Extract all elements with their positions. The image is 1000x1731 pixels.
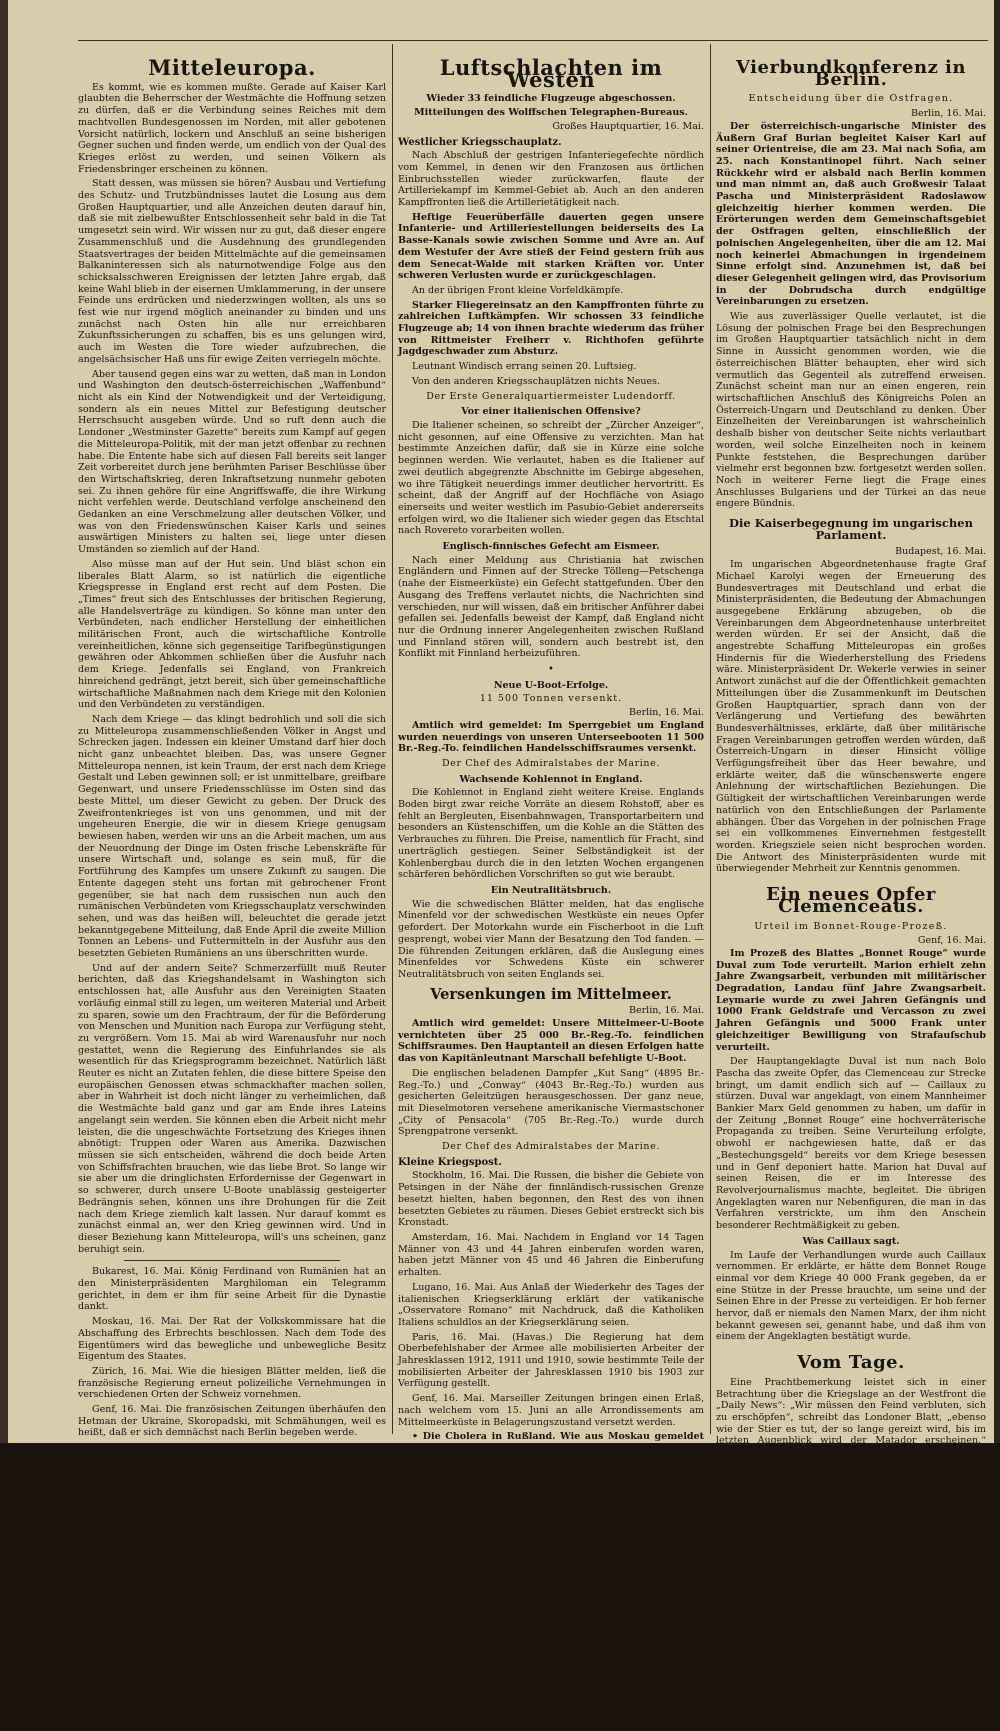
subheading-spaced: Urteil im Bonnet-Rouge-Prozeß. bbox=[754, 920, 948, 932]
article-paragraph: Im Prozeß des Blattes „Bonnet Rouge“ wurde Duval zum Tode verurteilt. Marion erhielt zehn Jahre Zwangsarbeit, verbunden mit militärischer Degradation, Landau fünf Jahre Zwangsarbeit. Leymarie wurde zu zwei Jahren Gefängnis und 1000 Frank Geldstrafe und Vercasson zu zwei Jahren Gefängnis und 5000 Frank unter gleichzeitiger Bewilligung von Strafaufschub verurteilt. bbox=[716, 947, 986, 1053]
subheading: Englisch-finnisches Gefecht am Eismeer. bbox=[442, 541, 660, 553]
article-paragraph: Starker Fliegereinsatz an den Kampffronten führte zu zahlreichen Luftkämpfen. Wir schossen 33 feindliche Flugzeuge ab; 14 von ihnen brachte wiederum das früher von Rittmeister Freiherr v. Richthofen geführte Jagdgeschwader zum Absturz. bbox=[398, 299, 704, 358]
article-paragraph: Leutnant Windisch errang seinen 20. Luftsieg. bbox=[412, 361, 637, 373]
subheading: Was Caillaux sagt. bbox=[802, 1235, 900, 1247]
news-brief: Stockholm, 16. Mai. Die Russen, die bisher die Gebiete von Petsingen in der Nähe der finnländisch-russischen Grenze besetzt hielten, haben begonnen, den Rest des von ihnen besetzten Gebietes zu räumen. Dieses Gebiet erstreckt sich bis Kronstadt. bbox=[398, 1170, 704, 1229]
article-paragraph: Es kommt, wie es kommen mußte. Gerade auf Kaiser Karl glaubten die Beherrscher der Westmächte die Hoffnung setzen zu dürfen, daß er die Verbindung seines Reiches mit dem machtvollen Bundesgenossen im Norden, mit aller gebotenen Vorsicht natürlich, lockern und Anschluß an seine bisherigen Gegner suchen und finden werde, um endlich von der Qual des Krieges erlöst zu werden, und seinen Völkern als Friedensbringer erscheinen zu können. bbox=[78, 81, 386, 175]
headline-mitteleuropa: Mitteleuropa. bbox=[148, 55, 316, 80]
signature: Der Erste Generalquartiermeister Ludendorff. bbox=[426, 390, 676, 402]
article-paragraph: Statt dessen, was müssen sie hören? Ausbau und Vertiefung des Schutz- und Trutzbündnisses lautet die Losung aus dem Großen Hauptquartier, und alle Anzeichen deuten darauf hin, daß sie mit zielbewußter Entschlossenheit sehr bald in die Tat umgesetzt sein wird. Wir wissen nur zu gut, daß dieser engere Zusammenschluß und die Ausdehnung des grundlegenden Staatsvertrages der beiden Mittelmächte auf die gemeinsamen Balkaninteressen sich als naturnotwendige Folge aus den schicksalsschweren Ereignissen der letzten Jahre ergab, daß keine Wahl blieb in der eisernen Umklammerung, in der unsere Feinde uns erdrücken und niederzwingen wollten, als uns so fest wie nur irgend möglich aneinander zu binden und uns zunächst nach Osten hin alle nur erreichbaren Zukunftssicherungen zu schaffen, bis es uns gelungen wird, auch im Westen die Tore wieder aufzubrechen, die angelsächsischer Haß uns für ewige Zeiten verriegeln möchte. bbox=[78, 178, 386, 365]
headline-luftschlachten: Luftschlachten im Westen bbox=[439, 55, 663, 92]
article-paragraph: Und auf der andern Seite? Schmerzerfüllt muß Reuter berichten, daß das Kriegshandelsamt in Washington sich entschlossen hat, alle Ausfuhr aus den Vereinigten Staaten vorläufig einmal still zu legen, um weiteren Material und Arbeit zu sparen, sowie um den Frachtraum, der für die Beförderung von Menschen und Munition nach Europa zur Verfügung steht, zu vergrößern. Vom 15. Mai ab wird Warenausfuhr nur noch gestattet, wenn die Regierung des Einfuhrlandes sie als wesentlich für das Kriegsprogramm bezeichnet. Natürlich läßt Reuter es nicht an Zutaten fehlen, die diese bittere Speise den europäischen Genossen etwas schmackhafter machen sollen, aber in Wahrheit ist doch nicht länger zu verheimlichen, daß die Westmächte bald ganz und gar am Ende ihres Lateins angelangt sein werden. Sie können eben die Arbeit nicht mehr leisten, die die ungeschwächte Fortsetzung des Krieges ihnen abnötigt: Truppen oder Waren aus Amerika. Dazwischen müssen sie sich entscheiden, während die doch beide Arten von Schiffsfrachten brauchen, wie das liebe Brot. So lange wir sie aber um die dringlichsten Erfordernisse der Gegenwart in so schwerer, durch unsere U-Boote unablässig gesteigerter Bedrängnis sehen, können uns ihre Drohungen für die Zeit nach dem Kriege ziemlich kalt lassen. Nur darauf kommt es zunächst einmal an, wer den Krieg gewinnen wird. Und in dieser Beziehung kann Mitteleuropa, will's uns scheinen, ganz beruhigt sein. bbox=[78, 962, 386, 1255]
news-brief: Genf, 16. Mai. Marseiller Zeitungen bringen einen Erlaß, nach welchem vom 15. Juni an alle Arrondissements am Mittelmeerküste in Belagerungszustand versetzt werden. bbox=[398, 1393, 704, 1428]
subheading-spaced: Entscheidung über die Ostfragen. bbox=[748, 93, 954, 105]
dateline: Genf, 16. Mai. bbox=[917, 935, 986, 947]
news-brief: Paris, 16. Mai. (Havas.) Die Regierung hat dem Oberbefehlshaber der Armee alle mobilisierten Arbeiter der Jahresklassen 1912, 1911 und 1910, sowie bestimmte Teile der mobilisierten Arbeiter der Jahresklassen 1910 bis 1903 zur Verfügung gestellt. bbox=[398, 1331, 704, 1390]
news-brief: Moskau, 16. Mai. Der Rat der Volkskommissare hat die Abschaffung des Erbrechts beschlossen. Nach dem Tode des Eigentümers wird das bewegliche und unbewegliche Besitz Eigentum des Staates. bbox=[78, 1316, 386, 1363]
article-paragraph: Wie aus zuverlässiger Quelle verlautet, ist die Lösung der polnischen Frage bei den Besprechungen im Großen Hauptquartier tatsächlich nicht in dem Sinne in Aussicht genommen worden, wie die österreichischen Blätter behaupten, eher wird sich vermutlich das Gegenteil als zutreffend erweisen. Zunächst scheint man nur an einen engeren, rein wirtschaftlichen Anschluß des Königreichs Polen an Österreich-Ungarn und Deutschland zu denken. Über Einzelheiten der Vereinbarungen ist wahrscheinlich deshalb bisher von deutscher Seite nichts verlautbart worden, weil solche Einzelheiten noch in keinem Punkte feststehen, die Besprechungen darüber vielmehr erst begonnen bzw. fortgesetzt werden sollen. Noch in weiterer Ferne liegt die Frage eines Anschlusses Bulgariens und der Türkei an das neue engere Bündnis. bbox=[716, 311, 986, 510]
top-rule bbox=[78, 40, 988, 41]
article-paragraph: Amtlich wird gemeldet: Im Sperrgebiet um England wurden neuerdings von unseren Unterseebooten 11 500 Br.-Reg.-To. feindlichen Handelsschiffsraumes versenkt. bbox=[398, 719, 704, 755]
article-paragraph: Heftige Feuerüberfälle dauerten gegen unsere Infanterie- und Artilleriestellungen beiderseits des La Basse-Kanals sowie zwischen Somme und Avre an. Auf dem Westufer der Avre stieß der Feind gestern früh aus dem Senecat-Walde mit starken Kräften vor. Unter schweren Verlusten wurde er zurückgeschlagen. bbox=[398, 211, 704, 282]
news-brief: • Die Cholera in Rußland. Wie aus Moskau gemeldet wird, ist jetzt auch in den Provinzen Astrachan und Pensa die Cholera ausgebrochen. bbox=[398, 1431, 704, 1466]
rubric: Kleine Kriegspost. bbox=[398, 1156, 502, 1168]
column-rule bbox=[710, 44, 711, 1434]
article-paragraph: Eine Prachtbemerkung leistet sich in einer Betrachtung über die Kriegslage an der Westfront die „Daily News“: „Wir müssen den Feind verbluten, sich zu erschöpfen“, schreibt das Londoner Blatt, „ebenso wie der Stier es tut, der so lange gereizt wird, bis im letzten Augenblick wird der Matador erscheinen.“ Unter dem Matador oder Torero ist so nennt man bekanntlich bei Stierkämpfen den Stiertöter — ist natürlich doch der Brite zu verstehen. Man erfährt also, daß er noch nicht für die Zukunft in der Rolle des Stieres dem Stier den Gnadenstoß zu verleihen. Wenn er noch kann, sogar, dürfte er früher ermatten als der Stier, es sei denn, der Fall bringen soll. Also: „Auf in den Kampf, Torero!“ bbox=[716, 1376, 986, 1540]
news-brief: Amsterdam, 16. Mai. Nachdem in England vor 14 Tagen Männer von 43 und 44 Jahren einberufen worden waren, haben jetzt Männer von 45 und 46 Jahren die Einberufung erhalten. bbox=[398, 1231, 704, 1279]
article-paragraph: Nach Abschluß der gestrigen Infanteriegefechte nördlich vom Kemmel, in denen wir den Franzosen aus örtlichen Einbruchsstellen wieder zurückwarfen, flaute der Artilleriekampf im Kemmel-Gebiet ab. Auch an den anderen Kampffronten ließ die Artillerietätigkeit nach. bbox=[398, 150, 704, 209]
article-paragraph: Der Hauptangeklagte Duval ist nun nach Bolo Pascha das zweite Opfer, das Clemenceau zur Strecke bringt, um damit endlich sich auf — Caillaux zu stürzen. Duval war angeklagt, von einem Mannheimer Bankier Marx Geld genommen zu haben, um dafür in der Zeitung „Bonnet Rouge“ eine hochverräterische Propaganda zu treiben. Seine Verurteilung erfolgte, obwohl er nachgewiesen hatte, daß er das „Bestechungsgeld“ bereits vor dem Kriege besessen und in Genf deponiert hatte. Marion hat Duval auf seinen Reisen, die er im Interesse des Revolverjournalismus machte, begleitet. Die übrigen Angeklagten waren nur Nebenfiguren, die man in das Verfahren verstrickte, um ihm den Anschein besonderer Rechtmäßigkeit zu geben. bbox=[716, 1056, 986, 1232]
headline-vom-tage: Vom Tage. bbox=[797, 1352, 905, 1374]
subheading-spaced: 11 500 Tonnen versenkt. bbox=[479, 693, 623, 705]
article-paragraph: Nach einer Meldung aus Christiania hat zwischen Engländern und Finnen auf der Strecke Tölleng—Petschenga (nahe der Eismeerküste) ein Gefecht stattgefunden. Über den Ausgang des Treffens verlautet nichts, die Nachrichten sind verschieden, nur will wissen, daß ein britischer Anführer dabei gefallen sei. Jedenfalls beweist der Kampf, daß England nicht nur die Ordnung innerer Angelegenheiten zwischen Rußland und Finnland stören will, sondern auch bestrebt ist, den Konflikt mit Finnland herbeizuführen. bbox=[398, 554, 704, 660]
news-brief: Lugano, 16. Mai. Aus Anlaß der Wiederkehr des Tages der italienischen Kriegserklärung erklärt der vatikanische „Osservatore Romano“ mit Nachdruck, daß die Katholiken Italiens schuldlos an der Kriegserklärung seien. bbox=[398, 1281, 704, 1328]
article-paragraph: Also müsse man auf der Hut sein. Und bläst schon ein liberales Blatt Alarm, so ist natürlich die eigentliche Kriegspresse in England erst recht auf dem Posten. Die „Times“ freut sich des Entschlusses der britischen Regierung, alle Handelsverträge zu kündigen. So könne man unter den Verbündeten, nach endlicher Herstellung der einheitlichen militärischen Front, auch die wirtschaftliche Kontrolle vereinheitlichen, könne sich gegenseitige Tarifbegünstigungen gewähren oder Abkommen schließen über die Ausfuhr nach dem Kriege. Jedenfalls sei England, von Frankreich hinreichend gedrängt, jetzt bereit, sich über gemeinschaftliche wirtschaftliche Maßnahmen nach dem Kriege mit den Kolonien und den Verbündeten zu verständigen. bbox=[78, 558, 386, 711]
article-paragraph: Die englischen beladenen Dampfer „Kut Sang“ (4895 Br.-Reg.-To.) und „Conway“ (4043 Br.-Reg.-To.) wurden aus gesicherten Geleitzügen herausgeschossen. Der ganz neue, mit Dieselmotoren versehene amerikanische Viermastschoner „City of Pensacola“ (705 Br.-Reg.-To.) wurde durch Sprengpatrone versenkt. bbox=[398, 1067, 704, 1138]
column-rule bbox=[392, 44, 393, 1434]
subheading: Ein Neutralitätsbruch. bbox=[490, 885, 612, 896]
deck: Wieder 33 feindliche Flugzeuge abgeschossen. bbox=[426, 93, 676, 105]
news-brief: Bukarest, 16. Mai. König Ferdinand von Rumänien hat an den Ministerpräsidenten Marghiloman ein Telegramm gerichtet, in dem er ihm für seine Arbeit für die Dynastie dankt. bbox=[78, 1266, 386, 1313]
news-brief: Genf, 16. Mai. Die französischen Zeitungen überhäufen den Hetman der Ukraine, Skoropadski, mit Schmähungen, weil es heißt, daß er sich demnächst nach Berlin begeben werde. bbox=[78, 1404, 386, 1439]
article-paragraph: Amtlich wird gemeldet: Unsere Mittelmeer-U-Boote vernichteten über 25 000 Br.-Reg.-To. feindlichen Schiffsraumes. Den Hauptanteil an diesen Erfolgen hatte das von Kapitänleutnant Marschall befehligte U-Boot. bbox=[398, 1018, 704, 1065]
dateline: Großes Hauptquartier, 16. Mai. bbox=[552, 120, 704, 132]
article-paragraph: Im ungarischen Abgeordnetenhause fragte Graf Michael Karolyi wegen der Erneuerung des Bundesvertrages mit Deutschland und erbat die Ministerpräsidenten, die Bedeutung der Abmachungen ausgegebene Erklärung abzugeben, ob die Vereinbarungen dem Abgeordnetenhause unterbreitet werden würden. Er sei der Ansicht, daß die angestrebte Schaffung Mitteleuropas ein großes Hindernis für die Wiederherstellung des Friedens wäre. Ministerpräsident Dr. Wekerle verwies in seiner Antwort zunächst auf die der Öffentlichkeit gemachten Mitteilungen über die Zusammenkunft im Deutschen Großen Hauptquartier, sprach dann von der Verlängerung und Vertiefung des bewährten Bundesverhältnisses, erklärte, daß über militärische Fragen Vereinbarungen getroffen werden würden, daß Österreich-Ungarn in dieser Hinsicht völlige Verfügungsfreiheit über das Heer bewahre, und erklärte weiter, daß die wünschenswerte engere Anlehnung der wirtschaftlichen Beziehungen. Die Gültigkeit der wirtschaftlichen Vereinbarungen werde natürlich von den Entschließungen der Parlamente abhängen. Über das Vorgehen in der polnischen Frage sei ein vollkommenes Einvernehmen festgestellt worden. Kriegsziele seien nicht besprochen worden. Die Antwort des Ministerpräsidenten wurde mit überwiegender Mehrheit zur Kenntnis genommen. bbox=[716, 559, 986, 875]
article-paragraph: An der übrigen Front kleine Vorfeldkämpfe. bbox=[412, 284, 624, 296]
article-paragraph: Nach dem Kriege — das klingt bedrohlich und soll die sich zu Mitteleuropa zusammenschließenden Völker in Angst und Schrecken jagen. Indessen ein kleiner Umstand darf hier doch nicht ganz unbeachtet bleiben. Das, was unsere Gegner Mitteleuropa nennen, ist kein Traum, der erst nach dem Kriege Gestalt und Leben gewinnen soll; er ist unmittelbare, greifbare Gegenwart, und unsere Friedensschlüsse im Osten sind das beste Mittel, um dieser Gewicht zu geben. Der Druck des Zweifrontenkrieges ist von uns genommen, und mit der ungeheuren Energie, die wir in diesem Kriege genugsam bewiesen haben, werden wir uns an die Arbeit machen, um aus der Neuordnung der Dinge im Osten frische Lebenskräfte für unsere Wirtschaft und, solange es sein muß, für die Fortführung des Kampfes um unsere Zukunft zu saugen. Die Entente dagegen steht uns fortan mit gebrochener Front gegenüber, sie hat nach dem russischen nun auch den rumänischen Verbündeten vom Kriegsschauplatz verschwinden sehen, und was das heißen will, beleuchtet die gerade jetzt bekanntgegebene Mitteilung, daß Ende April die zweite Million Tonnen an Lebens- und Futtermitteln in der Ausfuhr aus den besetzten Gebieten Rumäniens an uns überschritten wurde. bbox=[78, 713, 386, 960]
separator bbox=[124, 1260, 340, 1261]
headline-vierbundkonferenz: Vierbundkonferenz in Berlin. bbox=[736, 57, 966, 90]
signature: Der Chef des Admiralstabes der Marine. bbox=[442, 757, 660, 769]
article-paragraph: Von den anderen Kriegsschauplätzen nichts Neues. bbox=[412, 375, 661, 387]
column-vierbund bbox=[716, 48, 986, 1731]
dateline: Berlin, 16. Mai. bbox=[629, 1005, 704, 1017]
page-right-edge bbox=[994, 0, 1000, 1443]
news-brief: Zürich, 16. Mai. Wie die hiesigen Blätter melden, ließ die französische Regierung erneut polizeiliche Vernehmungen in verschiedenen Orten der Schweiz vornehmen. bbox=[78, 1365, 386, 1401]
subheading: Wachsende Kohlennot in England. bbox=[459, 773, 643, 785]
column-luftschlachten bbox=[398, 48, 704, 1466]
article-paragraph: Die kindliche Freude der Amerikaner an Zahlenspielereien spiegelt sich täglich in den Meldungen, die nach Europa kabeln. Einmal wird berichtet, daß bei der amerikanischen Regierung 20 000 Vorschläge und Pläne, die auf den Bau von Luftschiffen Bezug hätten, eingegangen seien. Dann wird wieder berichtet, daß bei den amerikanischen Regierungen Werften bereits die erste Million Tonnen Schiffsraum in Gestalt von 159 Schiffen abgeliefert worden sei. Dann wieder wird plötzlich vermerkt, daß die „Newyork World“ behauptet, daß der Arbeiter großer Schiffswerften, die innerhalb einer Stunde gepreßt habe — und so weiter ins Unendliche fort. Wenn man als sie schönen Hoffnungen und Ankündigungen der Gerechtigkeit drücken sich nicht auch bloß als Nieten erweisen! bbox=[716, 1543, 986, 1731]
headline-clemenceau: Ein neues Opfer Clemenceaus. bbox=[766, 884, 936, 917]
headline-kaiserbegegnung: Die Kaiserbegegnung im ungarischen Parlament. bbox=[729, 516, 973, 542]
column-mitteleuropa bbox=[78, 48, 386, 1439]
article-paragraph: Aber tausend gegen eins war zu wetten, daß man in London und Washington den deutsch-österreichischen „Waffenbund“ nicht als ein Kind der Notwendigkeit und der Verteidigung, sondern als ein neues Mittel zur Befestigung deutscher Herrschsucht ausgeben würde. Und so ruft denn auch die Londoner „Westminster Gazette“ bereits zum Kampf auf gegen die Mitteleuropa-Politik, mit der man jetzt offenbar zu rechnen habe. Die Entente habe sich auf diesen Fall bereits seit langer Zeit vorbereitet durch jene berühmten Pariser Beschlüsse über den Wirtschaftskrieg, deren Inkraftsetzung nunmehr geboten sei. Zu ihnen gehöre für eine Angriffswaffe, die ihre Wirkung nicht verfehlen werde. Deutschland verfolge anscheinend den Gedanken an eine Verschmelzung aller deutschen Völker, und was von den Friedenswünschen Kaiser Karls und seines auswärtigen Ministers zu halten sei, liege unter diesen Umständen so ziemlich auf der Hand. bbox=[78, 368, 386, 556]
rubric: Westlicher Kriegsschauplatz. bbox=[398, 136, 562, 148]
article-paragraph: Die Italiener scheinen, so schreibt der „Zürcher Anzeiger“, nicht gesonnen, auf eine Offensive zu verzichten. Man hat bestimmte Anzeichen dafür, daß sie in Kürze eine solche beginnen werden. Wie verlautet, haben es die Italiener auf zwei deutlich abgegrenzte Abschnitte im Gebirge abgesehen, wo ihre Tätigkeit neuerdings immer deutlicher hervortritt. Es scheint, daß der Angriff auf der Hochfläche von Asiago einerseits und weiter westlich im Pasubio-Gebiet andererseits erfolgen wird, wo die Italiener sich wieder gegen das Etschtal nach Rovereto vorarbeiten wollen. bbox=[398, 419, 704, 537]
subheading: Vor einer italienischen Offensive? bbox=[461, 406, 641, 418]
subheading: Neue U-Boot-Erfolge. bbox=[493, 679, 609, 691]
signature: Der Chef des Admiralstabes der Marine. bbox=[442, 1141, 660, 1153]
star-ornament: • bbox=[548, 664, 554, 676]
article-paragraph: Im Laufe der Verhandlungen wurde auch Caillaux vernommen. Er erklärte, er hätte dem Bonnet Rouge einmal vor dem Kriege 40 000 Frank gegeben, da er eine Stütze in der Presse brauchte, um seine und der Seinen Ehre in der Presse zu verteidigen. Er hob ferner hervor, daß er niemals den Namen Marx, der ihm nicht bekannt gewesen sei, genannt habe, und daß ihm von einem der Angeklagten bestätigt wurde. bbox=[716, 1249, 986, 1343]
article-paragraph: Die Kohlennot in England zieht weitere Kreise. Englands Boden birgt zwar reiche Vorräte an diesem Rohstoff, aber es fehlt an Bergleuten, Eisenbahnwagen, Transportarbeitern und besonders an Küstenschiffen, um die Kohle an die Stätten des Verbrauches zu führen. Die Preise, namentlich für Fracht, sind unerträglich gestiegen. Seiner Selbständigkeit ist der Kohlenbergbau durch die in den letzten Wochen ergangenen schärferen behördlichen Vorschriften so gut wie beraubt. bbox=[398, 787, 704, 881]
dateline: Berlin, 16. Mai. bbox=[911, 108, 986, 120]
dateline: Berlin, 16. Mai. bbox=[629, 707, 704, 719]
page-left-edge bbox=[0, 0, 8, 1443]
article-paragraph: Wie die schwedischen Blätter melden, hat das englische Minenfeld vor der schwedischen Westküste ein neues Opfer gefordert. Der Motorkahn wurde ein Fischerboot in die Luft gesprengt, wobei vier Mann der Besatzung den Tod fanden. — Die führenden Zeitungen erklären, daß die Auslegung eines Minenfeldes vor Schwedens Küste ein schwerer Neutralitätsbruch von seiten Englands sei. bbox=[398, 898, 704, 980]
deck: Mitteilungen des Wolffschen Telegraphen-Bureaus. bbox=[414, 107, 688, 119]
headline-versenkungen: Versenkungen im Mittelmeer. bbox=[430, 985, 672, 1003]
article-paragraph: Der österreichisch-ungarische Minister des Äußern Graf Burian begleitet Kaiser Karl auf seiner Orientreise, die am 23. Mai nach Sofia, am 25. nach Konstantinopel führt. Nach seiner Rückkehr wird er alsbald nach Berlin kommen und man nimmt an, daß auch Großwesir Talaat Pascha und Ministerpräsident Radoslawow gleichzeitig hierher kommen werden. Die Erörterungen werden dem Gemeinschaftsgebiet der Ostfragen gelten, einschließlich der polnischen Angelegenheiten, über die am 12. Mai noch keinerlei Abmachungen in irgendeinem Sinne erfolgt sind. Anzunehmen ist, daß bei dieser Gelegenheit gelingen wird, das Provisorium in der Dobrudscha durch endgültige Vereinbarungen zu ersetzen. bbox=[716, 120, 986, 308]
dateline: Budapest, 16. Mai. bbox=[895, 546, 986, 558]
